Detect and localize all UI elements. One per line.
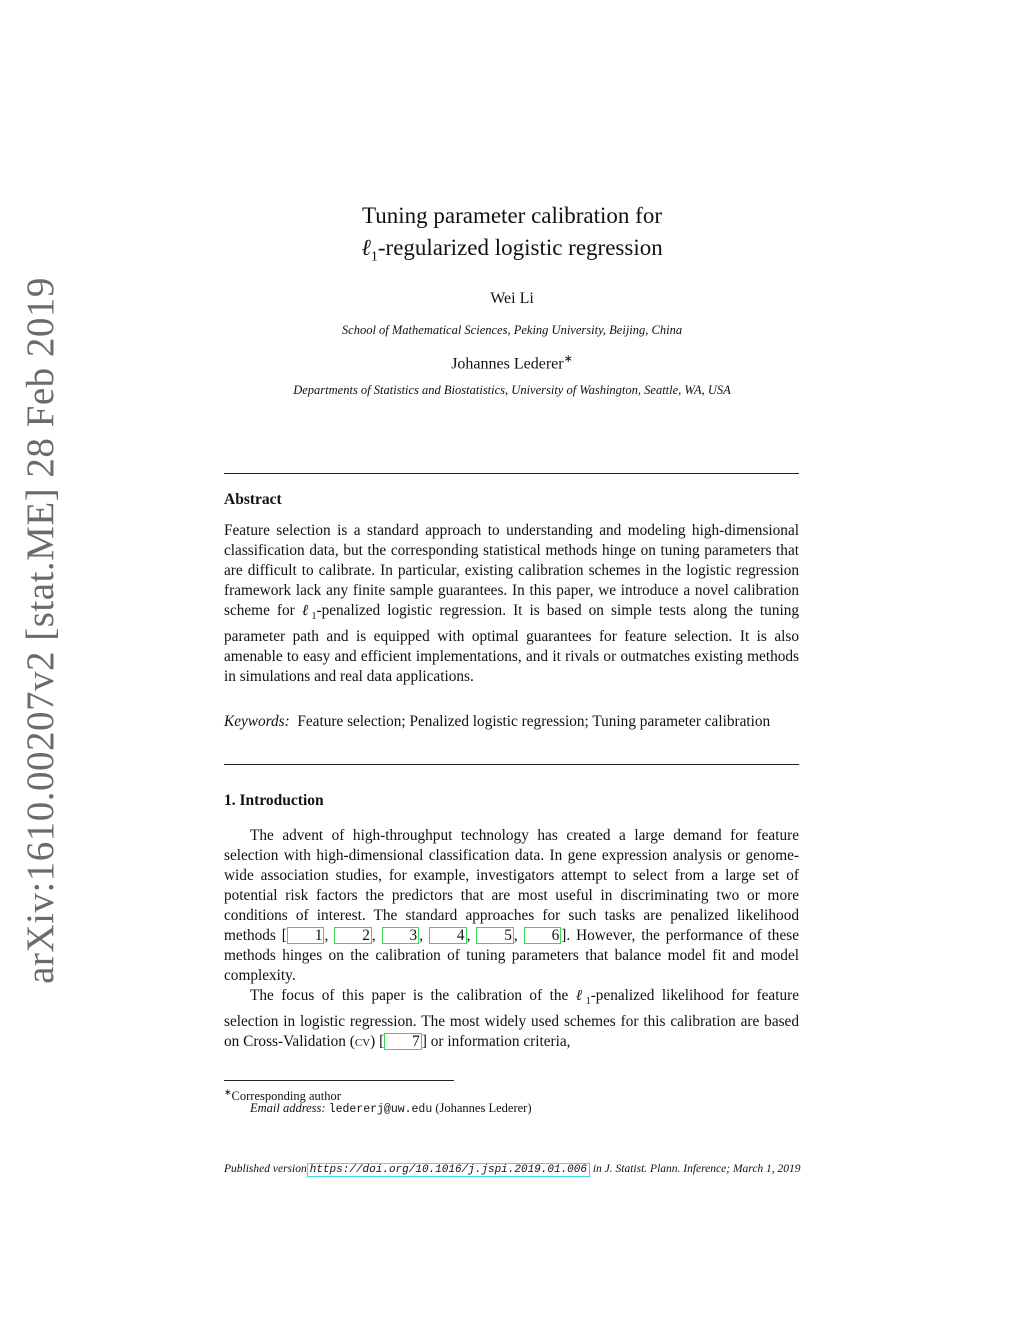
email-address[interactable]: ledererj@uw.edu — [328, 1103, 433, 1116]
arxiv-side-stamp — [10, 276, 70, 984]
abstract-body — [224, 521, 799, 687]
intro-p2-text-c: or information criteria, — [430, 1033, 571, 1051]
ell-subscript: 1 — [370, 249, 378, 265]
published-version-label: Published version — [224, 1163, 307, 1175]
abstract-bottom-rule — [224, 764, 799, 765]
ell-subscript: 1 — [585, 996, 591, 1008]
keywords — [224, 712, 799, 732]
intro-paragraph-2: The focus of this paper is the calibration of the ℓ$_1$-penalized likelihood for feature selection in logistic regression. The most widely used schemes for this calibration are based on Cross-Validation (cv) [ 7 ] or information criteria, — [224, 987, 800, 1051]
footnote-rule — [224, 1080, 454, 1081]
footnote-label: Corresponding author — [231, 1089, 341, 1104]
intro-p1-text: The advent of high-throughput technology has created a large demand for feature selection with high-dimensional classification data. In gene expression analysis or genome-wide association studies, for example, investigators attempt to select from a large set of potential risk factors the predictors that are most useful in discriminating two or more conditions of interest. The standard approaches for such tasks are penalized likelihood methods — [224, 827, 799, 944]
author-2 — [200, 352, 824, 373]
author-1: Wei Li — [490, 290, 534, 307]
arxiv-identifier: arXiv:1610.00207v2 [stat.ME] 28 Feb 2019 — [18, 276, 62, 984]
citation-link[interactable]: 6 — [524, 927, 562, 944]
affiliation-2: Departments of Statistics and Biostatistics, University of Washington, Seattle, WA, USA — [293, 383, 731, 397]
corresponding-author-mark: ∗ — [563, 353, 573, 365]
ell-symbol: ℓ — [301, 602, 312, 619]
doi-link[interactable]: https://doi.org/10.1016/j.jspi.2019.01.006 — [307, 1163, 590, 1177]
intro-p2-text-b: -penalized likelihood for feature selection in logistic regression. The most widely used schemes for this calibration are based on Cross-Validation ( — [224, 987, 800, 1051]
citation-link[interactable]: 5 — [476, 927, 514, 944]
citation-link[interactable]: 7 — [384, 1033, 422, 1050]
footnote-mark: ∗ — [224, 1087, 232, 1097]
intro-p2-text-a: The focus of this paper is the calibration of the — [250, 987, 576, 1004]
cv-abbrev: cv — [354, 1033, 371, 1051]
intro-p1-end: However, the performance of these methods hinges on the calibration of tuning parameters that balance model fit and model complexity. — [224, 927, 799, 984]
citation-link[interactable]: 2 — [334, 927, 372, 944]
paper-title — [200, 200, 824, 274]
abstract-text-2: -penalized logistic regression. It is based on simple tests along the tuning parameter path and is equipped with optimal guarantees for feature selection. It is also amenable to easy and efficient implementations, and it rivals or outmatches existing methods in simulations and real data applications. — [224, 602, 800, 686]
introduction-heading: 1. Introduction — [224, 792, 324, 809]
keywords-text: Feature selection; Penalized logistic regression; Tuning parameter calibration — [297, 713, 771, 730]
keywords-label: Keywords: — [224, 713, 290, 730]
ell-symbol: ℓ — [575, 987, 586, 1004]
intro-paragraph-1: The advent of high-throughput technology has created a large demand for feature selection with high-dimensional classification data. In gene expression analysis or genome-wide association studies, for example, investigators attempt to select from a large set of potential risk factors the predictors that are most useful in discriminating two or more conditions of interest. The standard approaches for such tasks are penalized likelihood methods [ 1 , 2 , 3 , 4 , 5 , 6 ]. However, the performance of these methods hinges on the calibration of tuning parameters that balance model fit and model complexity. — [224, 827, 799, 984]
title-line-2 — [200, 232, 824, 274]
title-line-2-text: -regularized logistic regression — [377, 235, 663, 260]
title-line-1: Tuning parameter calibration for — [362, 203, 662, 228]
abstract-text-1: Feature selection is a standard approach to understanding and modeling high-dimensional classification data, but the corresponding statistical methods hinge on tuning parameters that are difficult to calibrate. In particular, existing calibration schemes in the logistic regression framework lack any finite sample guarantees. In this paper, we introduce a novel calibration scheme for — [224, 522, 799, 619]
publication-line — [224, 1163, 964, 1177]
introduction-body — [224, 826, 799, 1052]
affiliation-1: School of Mathematical Sciences, Peking University, Beijing, China — [341, 323, 683, 337]
abstract-heading: Abstract — [224, 491, 282, 508]
ell-symbol: ℓ — [361, 235, 371, 260]
citation-link[interactable]: 4 — [429, 927, 467, 944]
abstract-top-rule — [224, 473, 799, 474]
journal-info: in J. Statist. Plann. Inference; March 1, 2019 — [592, 1163, 801, 1175]
ell-subscript: 1 — [311, 611, 317, 623]
email-owner: (Johannes Lederer) — [435, 1101, 532, 1115]
author-2-name: Johannes Lederer — [451, 355, 564, 373]
email-label: Email address: — [250, 1101, 326, 1115]
citation-link[interactable]: 1 — [287, 927, 325, 944]
citation-link[interactable]: 3 — [382, 927, 420, 944]
footnote-email — [250, 1100, 850, 1118]
